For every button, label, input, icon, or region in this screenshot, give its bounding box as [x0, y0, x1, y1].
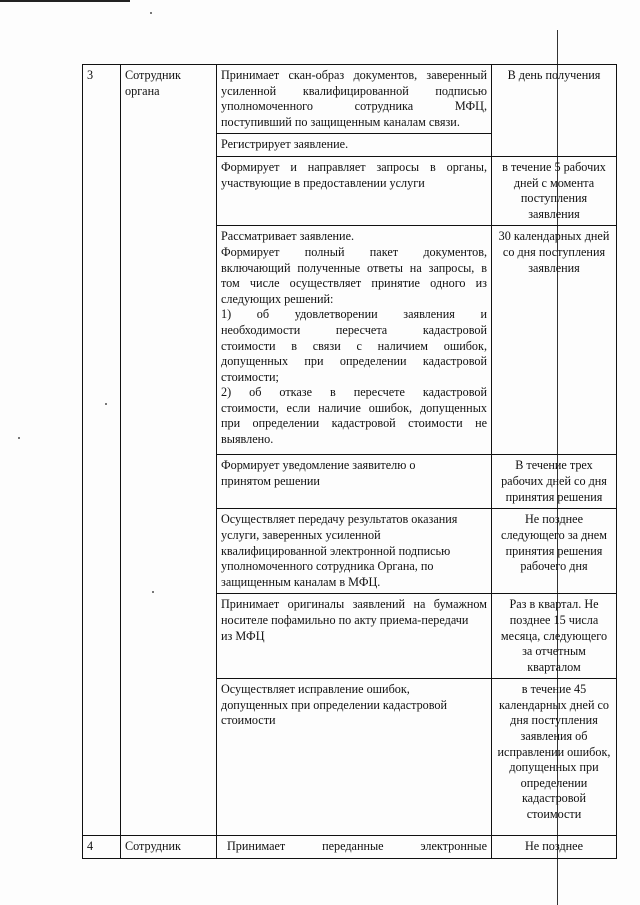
text-line: услуги, заверенных усиленной — [221, 527, 381, 542]
action-cell — [217, 65, 492, 134]
text-line: Регистрирует заявление. — [221, 137, 349, 152]
deadline-cell: Раз в квартал. Не позднее 15 числа месяца, следующего за отчетным кварталом — [492, 594, 617, 679]
action-cell — [217, 836, 492, 859]
deadline-cell: 30 календарных дней со дня поступления заявления — [492, 226, 617, 455]
text-line: Формирует уведомление заявителю о — [221, 458, 416, 473]
text-line: уполномоченного сотрудника МФЦ, — [221, 99, 487, 114]
text-line: следующих решений: — [221, 291, 334, 306]
scan-speck — [150, 12, 152, 14]
text-line: стоимости, если наличие ошибок, допущенных — [221, 400, 487, 415]
text-line: 1) об удовлетворении заявления и — [221, 307, 487, 322]
text-line: Принимает переданные электронные — [227, 839, 487, 854]
text-line: участвующие в предоставлении услуги — [221, 175, 425, 190]
deadline-cell: в течение 5 рабочих дней с момента поступления заявления — [492, 156, 617, 225]
text-line: Формирует и направляет запросы в органы, — [221, 159, 487, 174]
text-line: носителе пофамильно по акту приема-передачи — [221, 612, 469, 627]
deadline-cell: В течение трех рабочих дней со дня принятия решения — [492, 455, 617, 509]
text-line: выявлено. — [221, 432, 274, 447]
text-line: 2) об отказе в пересчете кадастровой — [221, 385, 487, 400]
responsible-cell: Сотрудник органа — [121, 65, 217, 836]
text-line: необходимости пересчета кадастровой — [221, 322, 487, 337]
action-cell — [217, 455, 492, 509]
row-number: 3 — [83, 65, 121, 836]
text-line: стоимости в связи с наличием ошибок, — [221, 338, 487, 353]
text-line: из МФЦ — [221, 628, 265, 643]
text-line: квалифицированной электронной подписью — [221, 543, 451, 558]
text-line: Принимает оригиналы заявлений на бумажном — [221, 597, 487, 612]
scan-speck — [18, 437, 20, 439]
row-number: 4 — [83, 836, 121, 859]
responsible-cell: Сотрудник — [121, 836, 217, 859]
scan-border-top — [0, 0, 130, 2]
table-row — [83, 65, 617, 134]
text-line: том числе осуществляет принятие одного из — [221, 276, 487, 291]
text-line: при определении кадастровой стоимости не — [221, 416, 487, 431]
text-line: усиленной квалифицированной подписью — [221, 83, 487, 98]
text-line: Формирует полный пакет документов, — [221, 244, 487, 259]
action-cell — [217, 156, 492, 225]
text-line: уполномоченного сотрудника Органа, по — [221, 559, 434, 574]
action-cell — [217, 509, 492, 594]
text-line: Осуществляет исправление ошибок, — [221, 682, 410, 697]
table-row — [83, 836, 617, 859]
action-cell — [217, 226, 492, 455]
text-line: Принимает скан-образ документов, заверенный — [221, 68, 487, 82]
text-line: Осуществляет передачу результатов оказания — [221, 512, 458, 527]
action-cell — [217, 679, 492, 836]
text-line: поступивший по защищенным каналам связи. — [221, 114, 460, 129]
text-line: стоимости; — [221, 369, 279, 384]
action-cell — [217, 594, 492, 679]
text-line: защищенным каналам в МФЦ. — [221, 574, 381, 589]
text-line: включающий полученные ответы на запросы, в — [221, 260, 487, 275]
deadline-cell: в течение 45 календарных дней со дня поступления заявления об исправлении ошибок, допущенных при определении кадастровой стоимости — [492, 679, 617, 836]
text-line: Рассматривает заявление. — [221, 229, 355, 244]
deadline-cell: В день получения — [492, 65, 617, 157]
procedure-table — [82, 64, 617, 859]
action-cell — [217, 134, 492, 157]
deadline-cell: Не позднее следующего за днем принятия решения рабочего дня — [492, 509, 617, 594]
text-line: принятом решении — [221, 473, 320, 488]
deadline-cell: Не позднее — [492, 836, 617, 859]
text-line: допущенных при определении кадастровой — [221, 354, 487, 369]
text-line: допущенных при определении кадастровой — [221, 697, 448, 712]
text-line: стоимости — [221, 713, 276, 728]
